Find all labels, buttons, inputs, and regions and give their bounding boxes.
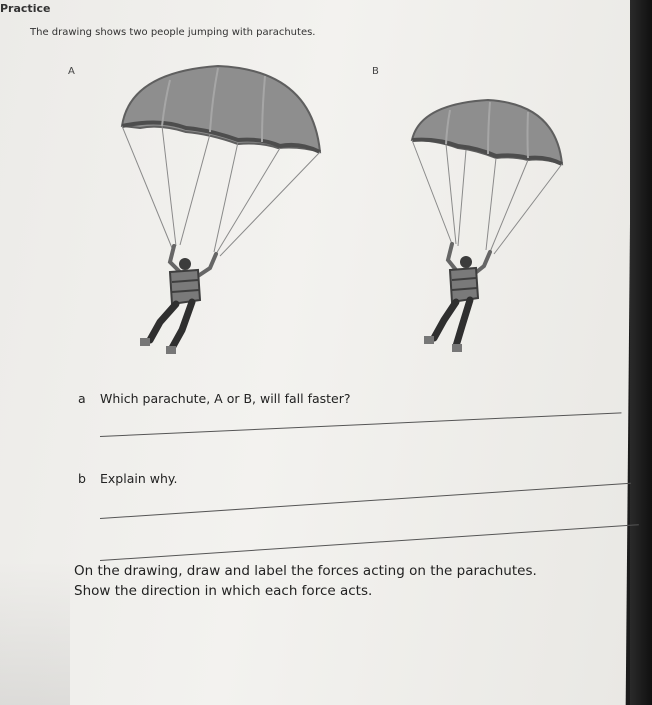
question-a-text: Which parachute, A or B, will fall faster? — [100, 391, 351, 406]
intro-text: The drawing shows two people jumping with parachutes. — [30, 27, 316, 38]
question-b-text: Explain why. — [100, 471, 178, 486]
parachute-b-label: B — [372, 66, 379, 77]
question-b-letter: b — [78, 471, 86, 486]
parachute-a — [122, 66, 320, 354]
parachute-b — [412, 100, 562, 352]
question-a — [78, 391, 351, 406]
instructions-line-1: On the drawing, draw and label the forces acting on the parachutes. — [74, 563, 537, 579]
question-a-letter: a — [78, 391, 86, 406]
skydiver-b — [424, 244, 490, 352]
question-b — [78, 471, 177, 486]
skydiver-a — [140, 246, 216, 354]
instructions — [74, 561, 594, 601]
page-title: Practice — [0, 2, 51, 15]
instructions-line-2: Show the direction in which each force acts. — [74, 583, 373, 599]
parachute-a-label: A — [68, 66, 75, 77]
